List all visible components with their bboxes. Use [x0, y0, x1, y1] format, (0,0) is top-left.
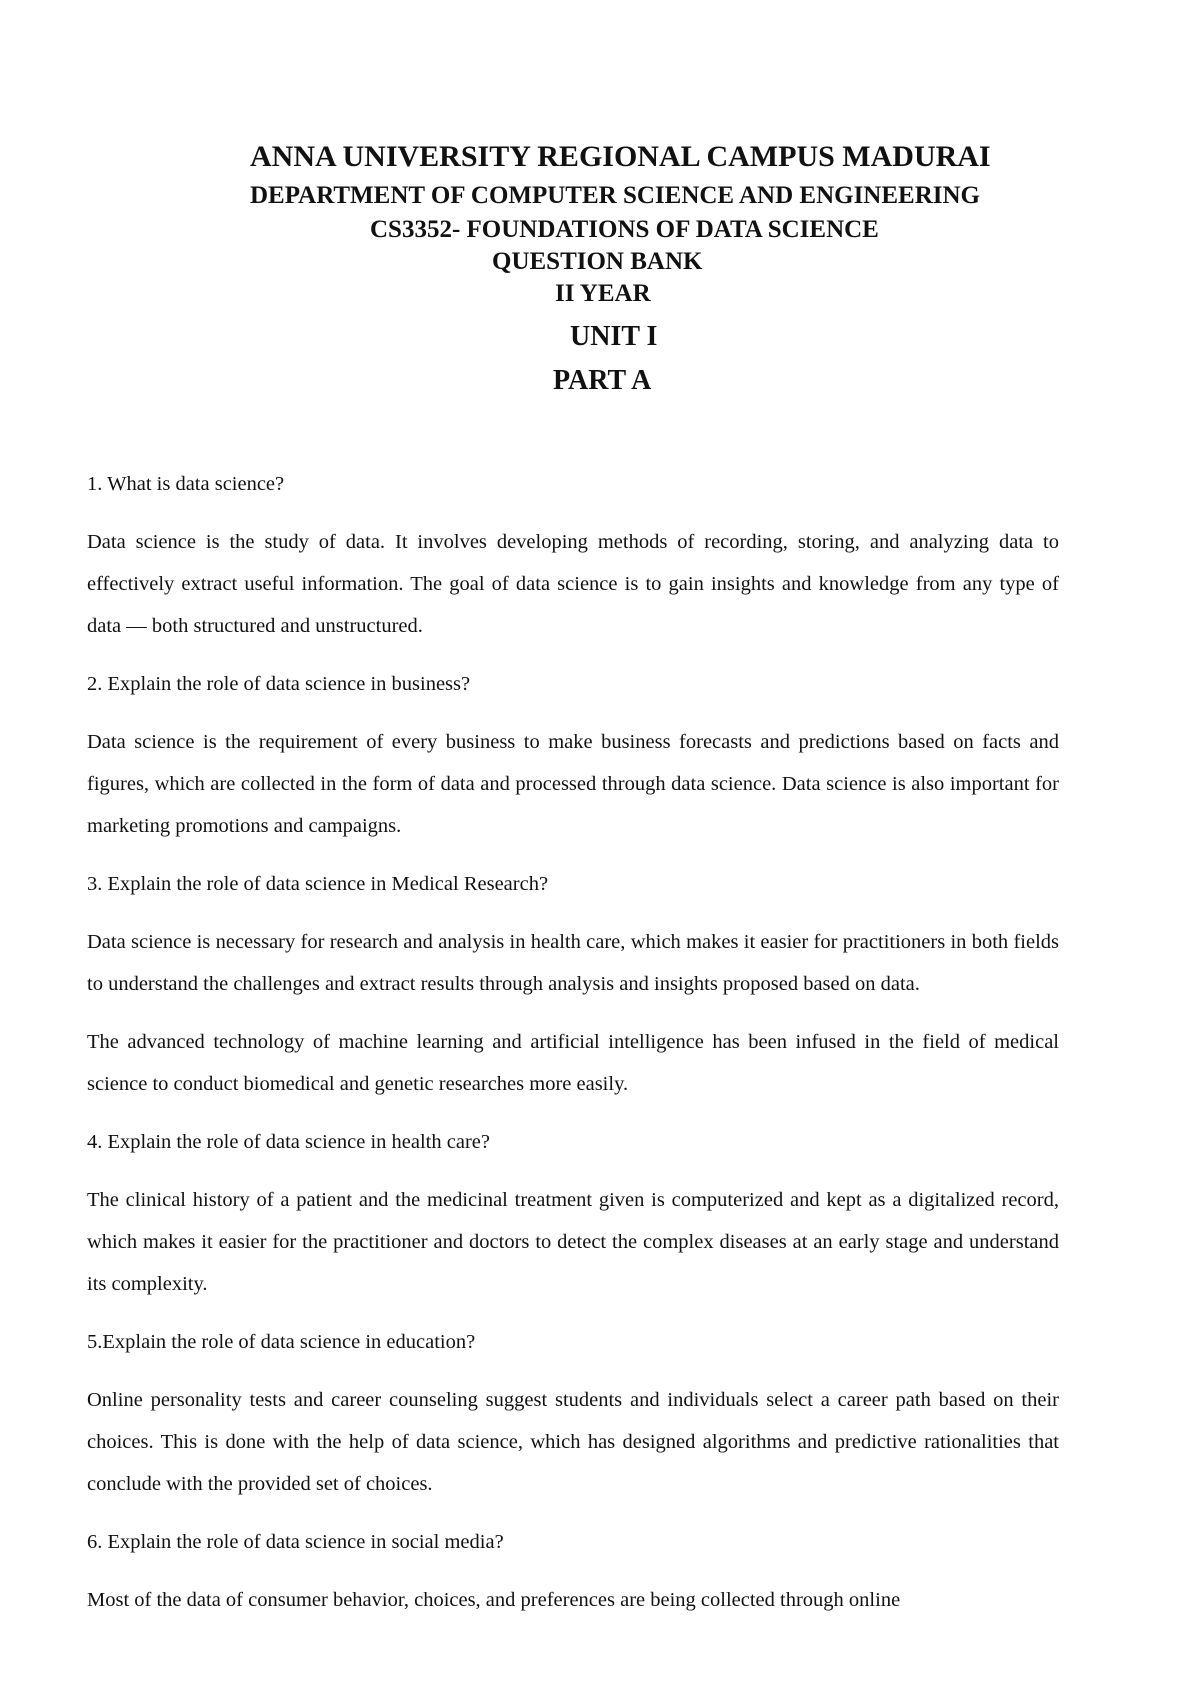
- university-title: ANNA UNIVERSITY REGIONAL CAMPUS MADURAI: [250, 140, 991, 173]
- department-title: DEPARTMENT OF COMPUTER SCIENCE AND ENGINEERING: [250, 182, 980, 209]
- answer-paragraph: Online personality tests and career counseling suggest students and individuals select a career path based on their choices. This is done with the help of data science, which has designed algorithms and predictive rationalities that conclude with the provided set of choices.: [87, 1389, 1059, 1495]
- question-text: 2. Explain the role of data science in business?: [87, 673, 471, 695]
- question-text: 5.Explain the role of data science in education?: [87, 1331, 476, 1353]
- part-heading: PART A: [553, 365, 652, 396]
- answer-paragraph: Data science is the study of data. It involves developing methods of recording, storing, and analyzing data to effectively extract useful information. The goal of data science is to gain insights and knowledge from any type of data — both structured and unstructured.: [87, 531, 1059, 637]
- document-type-title: QUESTION BANK: [492, 248, 703, 275]
- answer-paragraph: Data science is necessary for research and analysis in health care, which makes it easier for practitioners in both fields to understand the challenges and extract results through analysis and insights proposed based on data.: [87, 931, 1059, 995]
- year-title: II YEAR: [555, 280, 651, 307]
- question-text: 3. Explain the role of data science in Medical Research?: [87, 873, 549, 895]
- unit-heading: UNIT I: [570, 321, 658, 352]
- answer-paragraph: The clinical history of a patient and the medicinal treatment given is computerized and kept as a digitalized record, which makes it easier for the practitioner and doctors to detect the complex diseases at an early stage and understand its complexity.: [87, 1189, 1059, 1295]
- question-list: [87, 463, 1059, 1637]
- answer-paragraph: Most of the data of consumer behavior, choices, and preferences are being collected through online: [87, 1589, 901, 1611]
- answer-paragraph: Data science is the requirement of every business to make business forecasts and predictions based on facts and figures, which are collected in the form of data and processed through data science. Data science is also important for marketing promotions and campaigns.: [87, 731, 1059, 837]
- answer-paragraph: The advanced technology of machine learning and artificial intelligence has been infused in the field of medical science to conduct biomedical and genetic researches more easily.: [87, 1031, 1059, 1095]
- question-text: 6. Explain the role of data science in social media?: [87, 1531, 504, 1553]
- question-text: 1. What is data science?: [87, 473, 285, 495]
- course-title: CS3352- FOUNDATIONS OF DATA SCIENCE: [370, 216, 879, 243]
- question-text: 4. Explain the role of data science in health care?: [87, 1131, 490, 1153]
